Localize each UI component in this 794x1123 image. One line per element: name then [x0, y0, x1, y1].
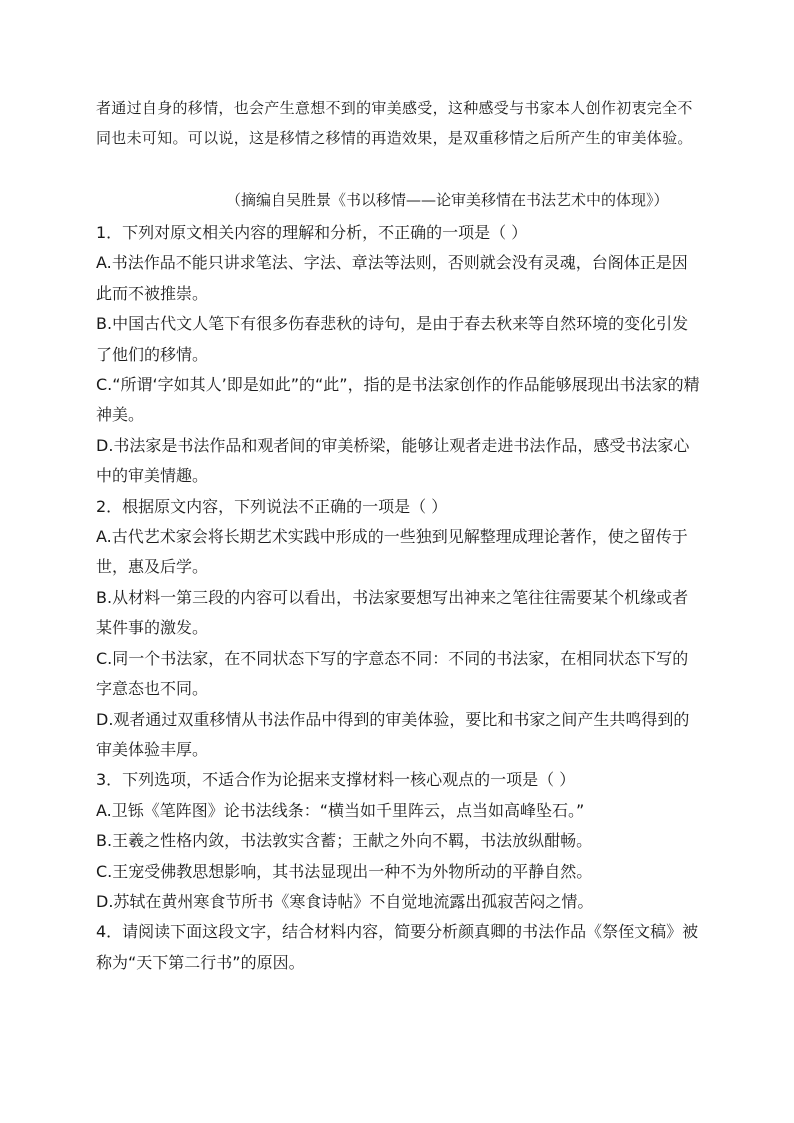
option-c: C.王宠受佛教思想影响，其书法显现出一种不为外物所动的平静自然。 [96, 861, 593, 881]
option-d: D.书法家是书法作品和观者间的审美桥梁，能够让观者走进书法作品，感受书法家心中的审美情趣。 [96, 435, 690, 486]
option-b: B.中国古代文人笔下有很多伤春悲秋的诗句，是由于春去秋来等自然环境的变化引发了他们的移情。 [96, 314, 689, 364]
option-b: B.从材料一第三段的内容可以看出，书法家要想写出神来之笔往往需要某个机缘或者某件事的激发。 [96, 587, 689, 638]
option-a: A.古代艺术家会将长期艺术实践中形成的一些独到见解整理成理论著作，使之留传于世，惠及后学。 [96, 527, 688, 577]
option-c: C.同一个书法家，在不同状态下写的字意态不同：不同的书法家，在相同状态下写的字意态也不同。 [96, 648, 689, 699]
passage-paragraph: 者通过自身的移情，也会产生意想不到的审美感受，这种感受与书家本人创作初衷完全不同也未可知。可以说，这是移情之移情的再造效果，是双重移情之后所产生的审美体验。 [96, 99, 693, 147]
option-d: D.观者通过双重移情从书法作品中得到的审美体验，要比和书家之间产生共鸣得到的审美体验丰厚。 [96, 709, 690, 759]
question-stem: 4．请阅读下面这段文字，结合材料内容，简要分析颜真卿的书法作品《祭侄文稿》被称为“天下第二行书”的原因。 [96, 922, 699, 972]
option-c: C.“所谓‘字如其人’即是如此”的“此”，指的是书法家创作的作品能够展现出书法家的精神美。 [96, 375, 700, 425]
question-stem: 1．下列对原文相关内容的理解和分析，不正确的一项是（ ） [96, 223, 528, 242]
passage-source-citation: （摘编自吴胜景《书以移情——论审美移情在书法艺术中的体现》） [226, 191, 669, 209]
question-2 [96, 492, 702, 766]
question-stem: 2．根据原文内容，下列说法不正确的一项是（ ） [96, 496, 448, 516]
question-4 [96, 917, 702, 978]
option-a: A.卫铄《笔阵图》论书法线条：“横当如千里阵云，点当如高峰坠石。” [96, 800, 585, 820]
question-3 [96, 765, 702, 917]
option-b: B.王羲之性格内敛，书法敦实含蓄；王献之外向不羁，书法放纵酣畅。 [96, 831, 593, 851]
passage-text [96, 93, 702, 153]
question-stem: 3．下列选项，不适合作为论据来支撑材料一核心观点的一项是（ ） [96, 770, 576, 790]
question-list [96, 218, 702, 978]
question-1 [96, 218, 702, 492]
option-a: A.书法作品不能只讲求笔法、字法、章法等法则，否则就会没有灵魂，台阁体正是因此而不被推崇。 [96, 253, 688, 303]
option-d: D.苏轼在黄州寒食节所书《寒食诗帖》不自觉地流露出孤寂苦闷之情。 [96, 891, 594, 911]
